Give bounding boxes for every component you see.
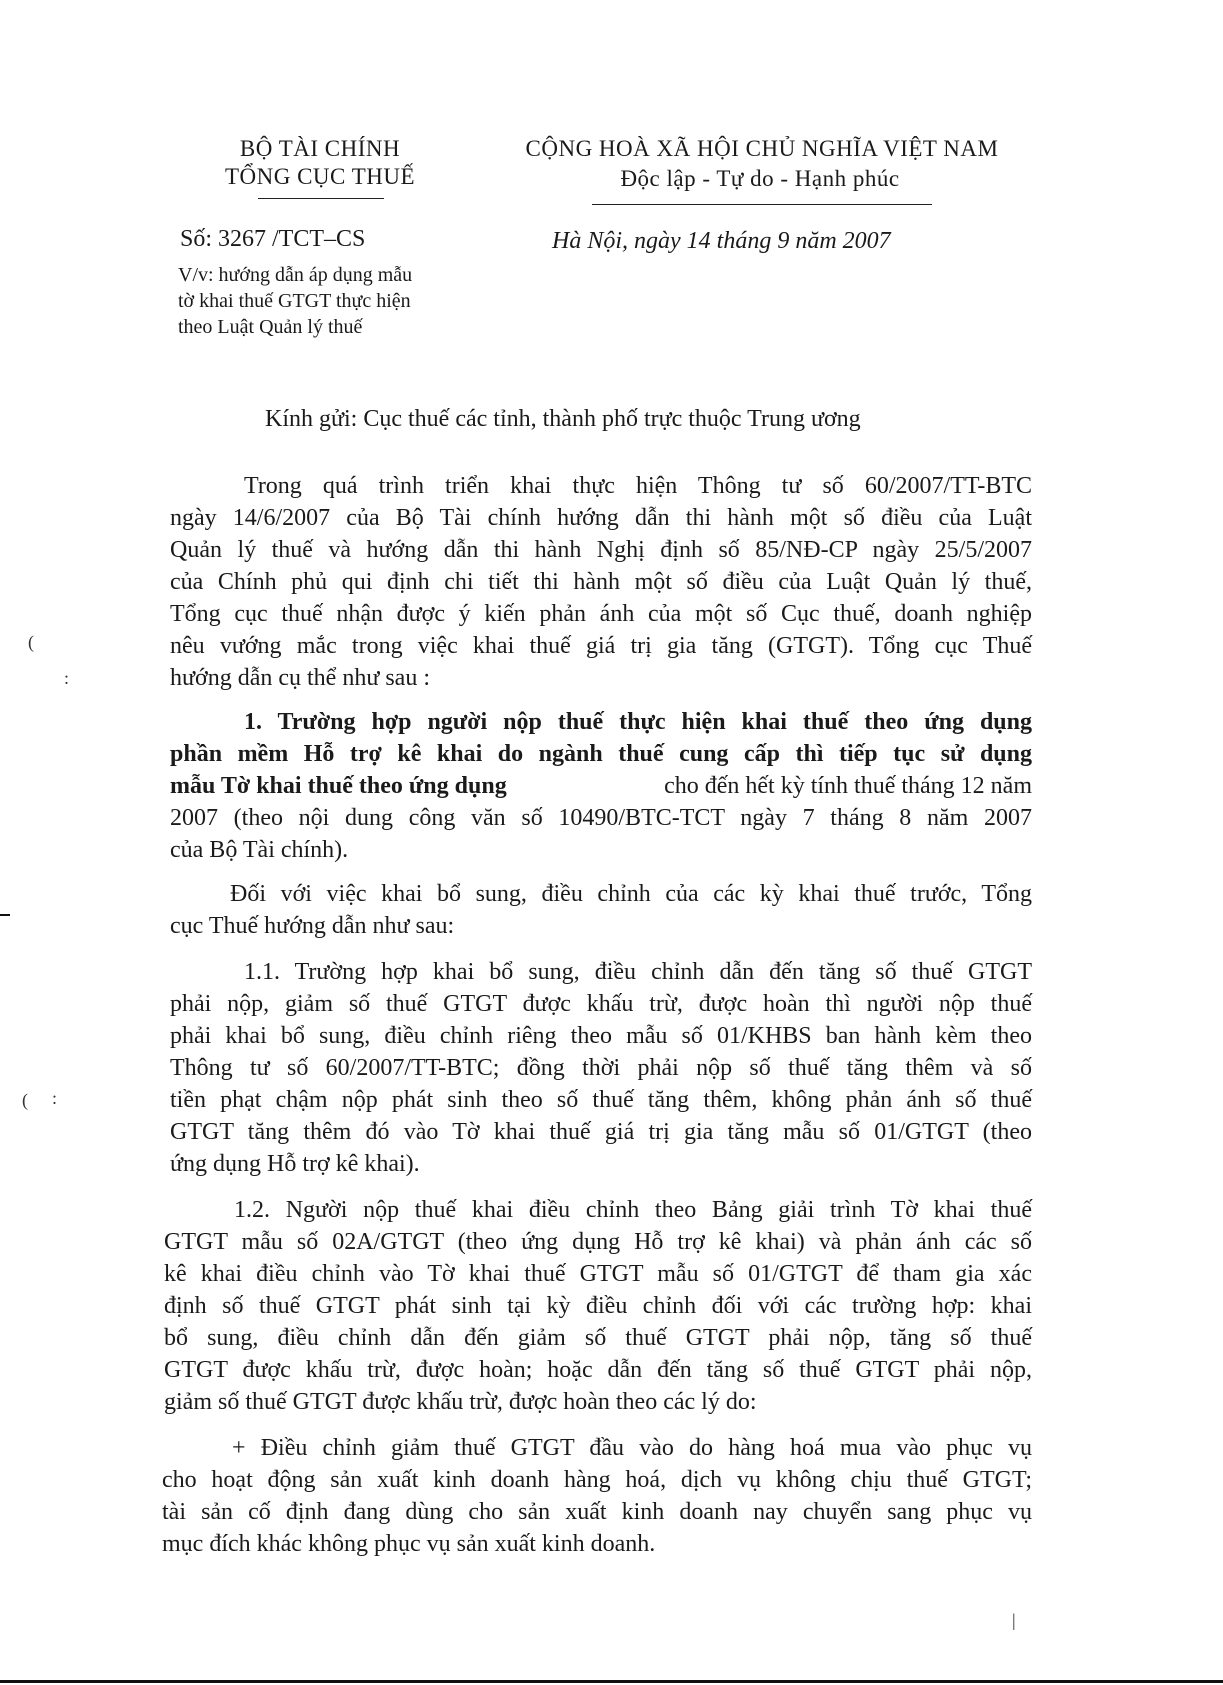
intro-line: ngày 14/6/2007 của Bộ Tài chính hướng dẫn thi hành một số điều của Luật [170, 505, 1032, 531]
section-1-2-line: 1.2. Người nộp thuế khai điều chỉnh theo Bảng giải trình Tờ khai thuế [234, 1197, 1032, 1223]
motto: Độc lập - Tự do - Hạnh phúc [620, 166, 900, 191]
section-1-2-line: bổ sung, điều chỉnh dẫn đến giảm số thuế GTGT phải nộp, tăng số thuế [164, 1325, 1032, 1351]
section-1-1-line: tiền phạt chậm nộp phát sinh theo số thuế tăng thêm, không phản ánh số thuế [170, 1087, 1032, 1113]
section-1-rest: cho đến hết kỳ tính thuế tháng 12 năm [664, 773, 1032, 799]
subject-line-3: theo Luật Quản lý thuế [178, 316, 363, 338]
scan-edge-mark [0, 1680, 1223, 1683]
section-1-2-line: kê khai điều chỉnh vào Tờ khai thuế GTGT mẫu số 01/GTGT để tham gia xác [164, 1261, 1032, 1287]
bullet-line: cho hoạt động sản xuất kinh doanh hàng hoá, dịch vụ không chịu thuế GTGT; [162, 1467, 1032, 1493]
section-1-1-line: Thông tư số 60/2007/TT-BTC; đồng thời phải nộp số thuế tăng thêm và số [170, 1055, 1032, 1081]
intro-line: Trong quá trình triển khai thực hiện Thông tư số 60/2007/TT-BTC [244, 473, 1032, 499]
section-1-2-line: định số thuế GTGT phát sinh tại kỳ điều chỉnh đối với các trường hợp: khai [164, 1293, 1032, 1319]
section-1-1-line: phải khai bổ sung, điều chỉnh riêng theo mẫu số 01/KHBS ban hành kèm theo [170, 1023, 1032, 1049]
para-2-line: Đối với việc khai bổ sung, điều chỉnh của các kỳ khai thuế trước, Tổng [230, 881, 1032, 907]
section-1-bold-phrase: mẫu Tờ khai thuế theo ứng dụng [170, 773, 507, 799]
bullet-line: + Điều chỉnh giảm thuế GTGT đầu vào do hàng hoá mua vào phục vụ [232, 1435, 1032, 1461]
document-number: Số: 3267 /TCT–CS [180, 226, 366, 252]
para-2-line: cục Thuế hướng dẫn như sau: [170, 913, 455, 939]
ministry-name: BỘ TÀI CHÍNH [239, 136, 401, 161]
section-1-line: 1. Trường hợp người nộp thuế thực hiện khai thuế theo ứng dụng [244, 709, 1032, 735]
margin-mark: ( [22, 1090, 28, 1110]
section-1-line: của Bộ Tài chính). [170, 837, 349, 863]
section-1-1-line: phải nộp, giảm số thuế GTGT được khấu trừ, được hoàn thì người nộp thuế [170, 991, 1032, 1017]
section-1-2-line: GTGT được khấu trừ, được hoàn; hoặc dẫn đến tăng số thuế GTGT phải nộp, [164, 1357, 1032, 1383]
section-1-1-line: ứng dụng Hỗ trợ kê khai). [170, 1151, 420, 1177]
subject-line-2: tờ khai thuế GTGT thực hiện [178, 290, 411, 312]
letter-body [162, 470, 1032, 1560]
intro-line: Tổng cục thuế nhận được ý kiến phản ánh của một số Cục thuế, doanh nghiệp [170, 601, 1032, 627]
margin-mark: : [64, 668, 70, 688]
recipient-line: Kính gửi: Cục thuế các tỉnh, thành phố trực thuộc Trung ương [265, 406, 861, 432]
department-underline [258, 198, 384, 199]
section-1-1-line: GTGT tăng thêm đó vào Tờ khai thuế giá trị gia tăng mẫu số 01/GTGT (theo [170, 1119, 1032, 1145]
subject-line-1: V/v: hướng dẫn áp dụng mẫu [178, 264, 413, 286]
intro-line: Quản lý thuế và hướng dẫn thi hành Nghị định số 85/NĐ-CP ngày 25/5/2007 [170, 537, 1032, 563]
place-date: Hà Nội, ngày 14 tháng 9 năm 2007 [552, 228, 891, 254]
intro-line: nêu vướng mắc trong việc khai thuế giá trị gia tăng (GTGT). Tổng cục Thuế [170, 633, 1032, 659]
section-1-line [170, 770, 1032, 802]
intro-line: của Chính phủ qui định chi tiết thi hành một số điều của Luật Quản lý thuế, [170, 569, 1032, 595]
motto-underline [592, 204, 932, 205]
bullet-line: mục đích khác không phục vụ sản xuất kinh doanh. [162, 1531, 656, 1557]
margin-mark: | [1012, 1610, 1016, 1630]
country-name: CỘNG HOÀ XÃ HỘI CHỦ NGHĨA VIỆT NAM [525, 136, 999, 161]
intro-line: hướng dẫn cụ thể như sau : [170, 665, 430, 691]
margin-mark: : [52, 1088, 58, 1108]
section-1-line: 2007 (theo nội dung công văn số 10490/BTC-TCT ngày 7 tháng 8 năm 2007 [170, 805, 1032, 831]
section-1-2-line: GTGT mẫu số 02A/GTGT (theo ứng dụng Hỗ trợ kê khai) và phản ánh các số [164, 1229, 1032, 1255]
section-1-2-line: giảm số thuế GTGT được khấu trừ, được hoàn theo các lý do: [164, 1389, 757, 1415]
section-1-1-line: 1.1. Trường hợp khai bổ sung, điều chỉnh dẫn đến tăng số thuế GTGT [244, 959, 1032, 985]
department-name: TỔNG CỤC THUẾ [224, 164, 416, 189]
margin-mark: ( [28, 632, 34, 652]
scan-edge-mark [0, 914, 10, 916]
bullet-line: tài sản cố định đang dùng cho sản xuất kinh doanh nay chuyển sang phục vụ [162, 1499, 1032, 1525]
section-1-line: phần mềm Hỗ trợ kê khai do ngành thuế cung cấp thì tiếp tục sử dụng [170, 741, 1032, 767]
